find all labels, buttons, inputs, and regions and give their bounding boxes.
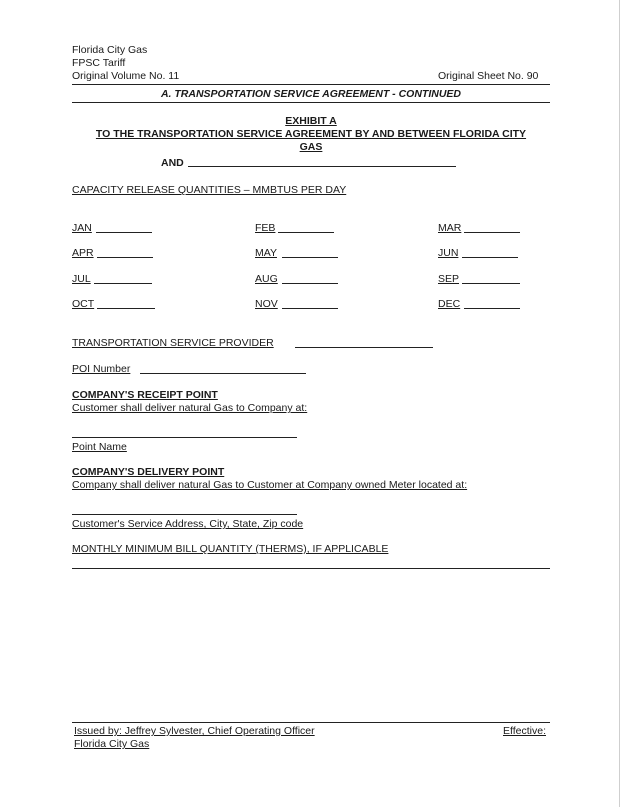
delivery-address-label: Customer's Service Address, City, State, Zip code [72, 518, 304, 530]
header-tariff: FPSC Tariff [72, 57, 126, 69]
and-label: AND [161, 157, 184, 169]
month-jun-blank[interactable] [462, 257, 518, 258]
month-feb: FEB [255, 222, 276, 234]
and-party-blank[interactable] [188, 166, 456, 167]
receipt-text: Customer shall deliver natural Gas to Company at: [72, 402, 308, 414]
month-aug: AUG [255, 273, 278, 285]
month-mar-blank[interactable] [464, 232, 520, 233]
scan-edge [619, 0, 620, 807]
month-dec-blank[interactable] [464, 308, 520, 309]
month-mar: MAR [438, 222, 462, 234]
month-dec: DEC [438, 298, 461, 310]
poi-blank[interactable] [140, 373, 306, 374]
footer-issued-by: Issued by: Jeffrey Sylvester, Chief Operating Officer [74, 725, 315, 737]
month-may: MAY [255, 247, 277, 259]
capacity-heading: CAPACITY RELEASE QUANTITIES – MMBTUS PER DAY [72, 184, 347, 196]
poi-label: POI Number [72, 363, 131, 375]
provider-blank[interactable] [295, 347, 433, 348]
footer-effective: Effective: [503, 725, 546, 737]
header-rule-top [72, 84, 550, 85]
footer-rule [72, 722, 550, 723]
exhibit-title: EXHIBIT A [285, 115, 337, 127]
header-rule-bottom [72, 102, 550, 103]
header-company: Florida City Gas [72, 44, 148, 56]
month-oct-blank[interactable] [97, 308, 155, 309]
exhibit-subtitle-line2: GAS [299, 141, 323, 153]
month-nov: NOV [255, 298, 278, 310]
month-jul: JUL [72, 273, 91, 285]
month-may-blank[interactable] [282, 257, 338, 258]
section-title: A. TRANSPORTATION SERVICE AGREEMENT - CONTINUED [160, 88, 462, 100]
month-oct: OCT [72, 298, 95, 310]
footer-company: Florida City Gas [74, 738, 150, 750]
delivery-address-blank[interactable] [72, 514, 297, 515]
month-sep: SEP [438, 273, 460, 285]
month-jul-blank[interactable] [94, 283, 152, 284]
month-sep-blank[interactable] [462, 283, 520, 284]
receipt-heading: COMPANY'S RECEIPT POINT [72, 389, 218, 401]
month-jan-blank[interactable] [96, 232, 152, 233]
month-feb-blank[interactable] [278, 232, 334, 233]
receipt-point-blank[interactable] [72, 437, 297, 438]
exhibit-subtitle-line1: TO THE TRANSPORTATION SERVICE AGREEMENT BY AND BETWEEN FLORIDA CITY [95, 128, 527, 140]
provider-label: TRANSPORTATION SERVICE PROVIDER [72, 337, 274, 349]
month-apr-blank[interactable] [97, 257, 153, 258]
header-sheet: Original Sheet No. 90 [438, 70, 539, 82]
month-jun: JUN [438, 247, 459, 259]
minimum-label: MONTHLY MINIMUM BILL QUANTITY (THERMS), IF APPLICABLE [72, 543, 389, 555]
month-nov-blank[interactable] [282, 308, 338, 309]
minimum-blank[interactable] [72, 568, 550, 569]
month-apr: APR [72, 247, 94, 259]
month-aug-blank[interactable] [282, 283, 338, 284]
delivery-text: Company shall deliver natural Gas to Customer at Company owned Meter located at: [72, 479, 468, 491]
delivery-heading: COMPANY'S DELIVERY POINT [72, 466, 225, 478]
header-volume: Original Volume No. 11 [72, 70, 180, 82]
receipt-point-label: Point Name [72, 441, 127, 453]
month-jan: JAN [72, 222, 92, 234]
